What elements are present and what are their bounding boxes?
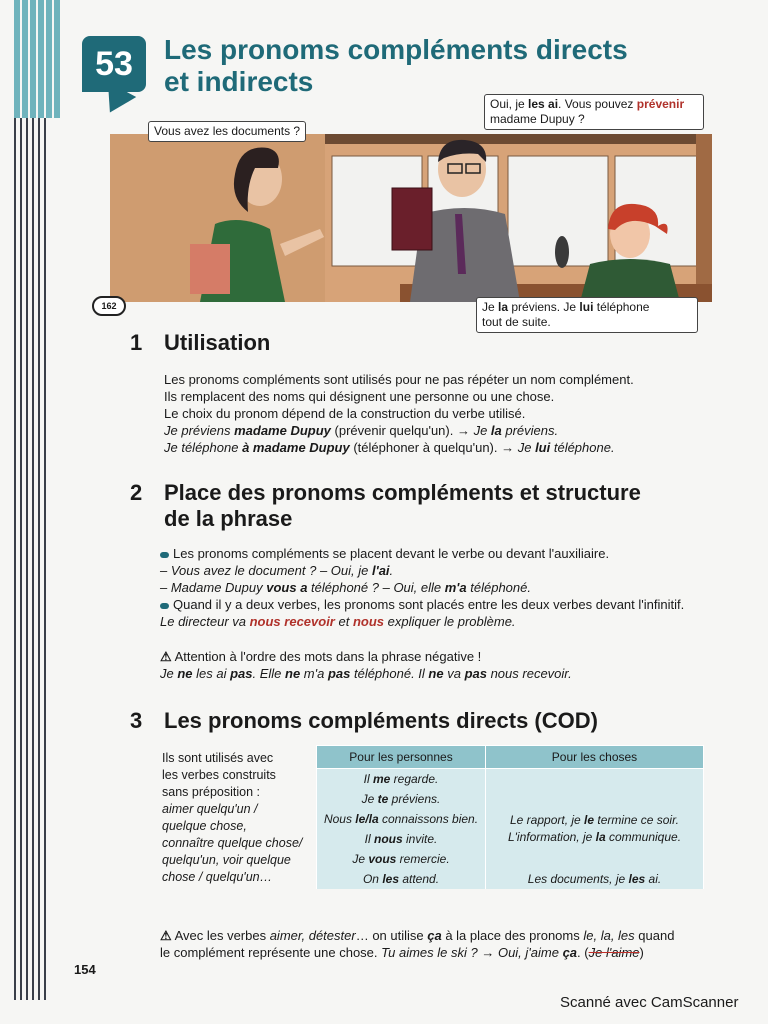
section-2-heading: 2 Place des pronoms compléments et structure de la phrase xyxy=(130,480,641,531)
page-number: 154 xyxy=(74,962,96,977)
table-row: Je te préviens. xyxy=(317,789,704,809)
col-things: Pour les choses xyxy=(486,746,704,769)
table-row: On les attend. Les documents, je les ai. xyxy=(317,869,704,889)
office-illustration xyxy=(110,134,712,302)
scanner-watermark: Scanné avec CamScanner xyxy=(560,994,739,1011)
speech-bubble-right: Oui, je les ai. Vous pouvez prévenir madame Dupuy ? xyxy=(484,94,704,130)
audio-track-icon[interactable]: 162 xyxy=(92,296,126,316)
page-edges xyxy=(0,0,62,1000)
table-row: Nous le/la connaissons bien. Le rapport, je le termine ce soir. L'information, je la communique. xyxy=(317,809,704,829)
speech-bubble-left: Vous avez les documents ? xyxy=(148,121,306,142)
table-row: Il nous invite. xyxy=(317,829,704,849)
chapter-number-badge: 53 xyxy=(82,36,146,92)
warning-icon: ⚠ xyxy=(160,928,172,943)
col-persons: Pour les personnes xyxy=(317,746,486,769)
speech-bubble-bottom: Je la préviens. Je lui téléphone tout de suite. xyxy=(476,297,698,333)
cod-table xyxy=(316,745,704,889)
chapter-title: Les pronoms compléments directs et indirects xyxy=(164,34,628,97)
illustration-scene xyxy=(110,134,712,302)
section-3-note: ⚠ Avec les verbes aimer, détester… on utilise ça à la place des pronoms le, la, les quand le complément représente une chose. Tu aimes le ski ? → Oui, j'aime ça. (Je l'aime) xyxy=(160,928,675,960)
section-1-body: Les pronoms compléments sont utilisés pour ne pas répéter un nom complément. Ils remplacent des noms qui désignent une personne ou une chose. Le choix du pronom dépend de la construction du verbe utilisé. Je préviens madame Dupuy (prévenir quelqu'un). → Je la préviens. Je téléphone à madame Dupuy (téléphoner à quelqu'un). → Je lui téléphone. xyxy=(164,372,634,455)
section-3-heading: 3 Les pronoms compléments directs (COD) xyxy=(130,708,598,733)
section-1-heading: 1 Utilisation xyxy=(130,330,271,355)
table-row: Il me regarde. xyxy=(317,769,704,790)
section-3-side-text: Ils sont utilisés avec les verbes construits sans préposition : aimer quelqu'un / quelque chose, connaître quelque chose/ quelqu'un, voir quelque chose / quelqu'un… xyxy=(162,751,303,884)
section-2-body: Les pronoms compléments se placent devant le verbe ou devant l'auxiliaire. – Vous avez le document ? – Oui, je l'ai. – Madame Dupuy vous a téléphoné ? – Oui, elle m'a téléphoné. Quand il y a deux verbes, les pronoms sont placés entre les deux verbes devant l'infinitif. Le directeur va nous recevoir et nous expliquer le problème. ⚠ Attention à l'ordre des mots dans la phrase négative ! Je ne les ai pas. Elle ne m'a pas téléphoné. Il ne va pas nous recevoir. xyxy=(160,545,705,682)
table-row: Je vous remercie. xyxy=(317,849,704,869)
warning-icon: ⚠ xyxy=(160,649,172,664)
